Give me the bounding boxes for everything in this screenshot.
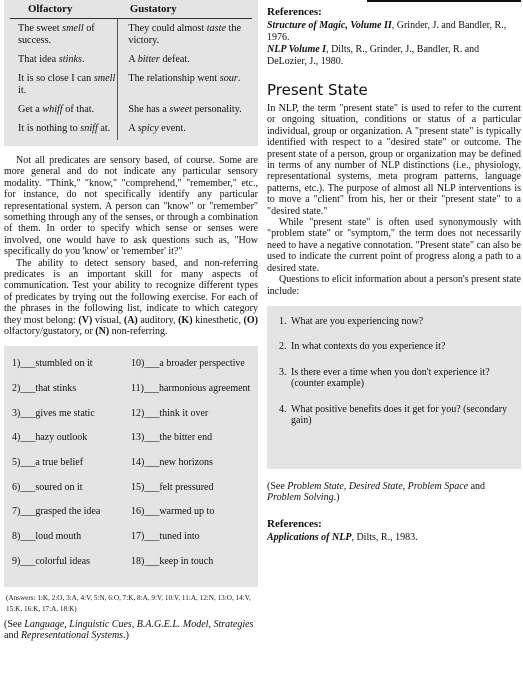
gustatory-cell: The relationship went sour. [128,73,241,84]
predicates-paragraph-2: The ability to detect sensory based, and non-referring predicates is an important skill for many aspects of communication. Test your ability to recognize different types of predicates by trying out the following exercise. For each of the phrases in the following list, indicate to which category they most belong: (V) visual, (A) auditory, (K) kinesthetic, (O) olfactory/gustatory, or (N) non-referring. [4,257,258,338]
exercise-row [12,376,250,401]
answer-key: (Answers: 1:K, 2:O, 3:A, 4:V, 5:N, 6:O, 7:K, 8:A, 9:V, 10:V, 11:A, 12:N, 13:O, 14:V, 15:K, 16:K, 17:A, 18:K) [6,593,251,613]
exercise-item: 18)___keep in touch [131,555,214,567]
question-item: 3. Is there ever a time when you don't experience it? (counter example) [279,366,490,390]
exercise-item: 4)___hazy outlook [12,432,88,444]
exercise-item: 8)___loud mouth [12,531,82,543]
exercise-item: 1)___stumbled on it [12,358,93,370]
exercise-row [12,524,250,549]
exercise-item: 3)___gives me static [12,407,95,419]
right-column [267,0,521,543]
left-column [4,0,258,642]
questions-box [267,306,521,469]
gustatory-cell: She has a sweet personality. [128,104,242,115]
olfactory-cell: That idea stinks. [10,52,118,71]
predicate-row [10,102,252,121]
predicate-row [10,52,252,71]
olfactory-cell: It is so close I can smell it. [10,71,118,102]
gustatory-header: Gustatory [118,3,252,19]
exercise-item: 15)___felt pressured [131,481,214,493]
exercise-item: 17)___tuned into [131,531,200,543]
predicate-row [10,19,252,53]
question-item: 1. What are you experiencing now? [279,315,424,327]
gustatory-cell: A bitter defeat. [128,54,190,65]
exercise-item: 6)___soured on it [12,481,83,493]
exercise-item: 9)___colorful ideas [12,555,91,567]
predicate-table-box [4,0,258,146]
olfactory-cell: Get a whiff of that. [10,102,118,121]
present-state-paragraph-2: While "present state" is often used synonymously with "problem state" or "symptom," the term does not necessarily need to have a negative connotation. "Present state" can also be used to indicate the current point of progress along a path to a desired state. [267,217,521,274]
olfactory-cell: It is nothing to sniff at. [10,121,118,140]
exercise-item: 5)___a true belief [12,457,84,469]
exercise-row [12,401,250,426]
exercise-item: 11)___harmonious agreement [131,383,251,395]
reference-3: Applications of NLP, Dilts, R., 1983. [267,531,418,543]
predicate-table [10,3,252,140]
exercise-item: 16)___warmed up to [131,506,215,518]
exercise-item: 13)___the bitter end [131,432,213,444]
exercise-item: 10)___a broader perspective [131,358,245,370]
exercise-row [12,426,250,451]
see-also-left: (See Language, Linguistic Cues, B.A.G.E.L. Model, Strategies and Representational Systems.) [4,618,254,641]
predicate-row [10,71,252,102]
exercise-item: 12)___think it over [131,407,209,419]
see-also-right: (See Problem State, Desired State, Problem Space and Problem Solving.) [267,480,486,504]
question-item: 4. What positive benefits does it get for you? (secondary gain) [279,403,508,427]
exercise-row [12,500,250,525]
exercise-box [4,346,258,587]
gustatory-cell: They could almost taste the victory. [128,23,241,46]
gustatory-cell: A spicy event. [128,123,186,134]
present-state-paragraph-1: In NLP, the term "present state" is used to refer to the current or ongoing situation, conditions or status of a particular individual, group or organization. A "present state" is typically identified with respect to a "desired state" or outcome. The present state of a person, group or organization may be defined in terms of any number of NLP distinctions (i.e., physiology, representational systems, meta program patterns, language patterns, etc.). The purpose of almost all NLP interventions is to move a "client" from his, her or their "present state" to a "desired state." [267,103,521,217]
exercise-item: 7)___grasped the idea [12,506,101,518]
exercise-item: 14)___new horizons [131,457,213,469]
question-item: 2. In what contexts do you experience it? [279,341,446,353]
exercise-row [12,475,250,500]
present-state-paragraph-3: Questions to elicit information about a person's present state include: [267,274,521,297]
reference-2: NLP Volume I, Dilts, R., Grinder, J., Bandler, R. and DeLozier, J., 1980. [267,44,480,67]
exercise-row [12,450,250,475]
predicates-paragraph-1: Not all predicates are sensory based, of course. Some are more general and do not indicate any particular sensory modality. "Think," "know," "comprehend," "remember," etc., for instance, do not specifically identify any particular representational system. A person can "know" or "remember" something through any of the senses, or through a combination of them. In order to specify which sense or senses were involved, one would have to ask questions such as, "How specifically do you 'know' or 'remember' it?" [4,155,258,258]
references-title: References: [267,6,322,18]
exercise-row [12,549,250,574]
references-title-2: References: [267,517,322,530]
exercise-row [12,352,250,377]
reference-1: Structure of Magic, Volume II, Grinder, J. and Bandler, R., 1976. [267,20,507,43]
olfactory-header: Olfactory [10,3,118,19]
predicate-row [10,121,252,140]
olfactory-cell: The sweet smell of success. [10,19,118,53]
section-heading-present-state: Present State [267,81,368,99]
exercise-item: 2)___that stinks [12,383,77,395]
